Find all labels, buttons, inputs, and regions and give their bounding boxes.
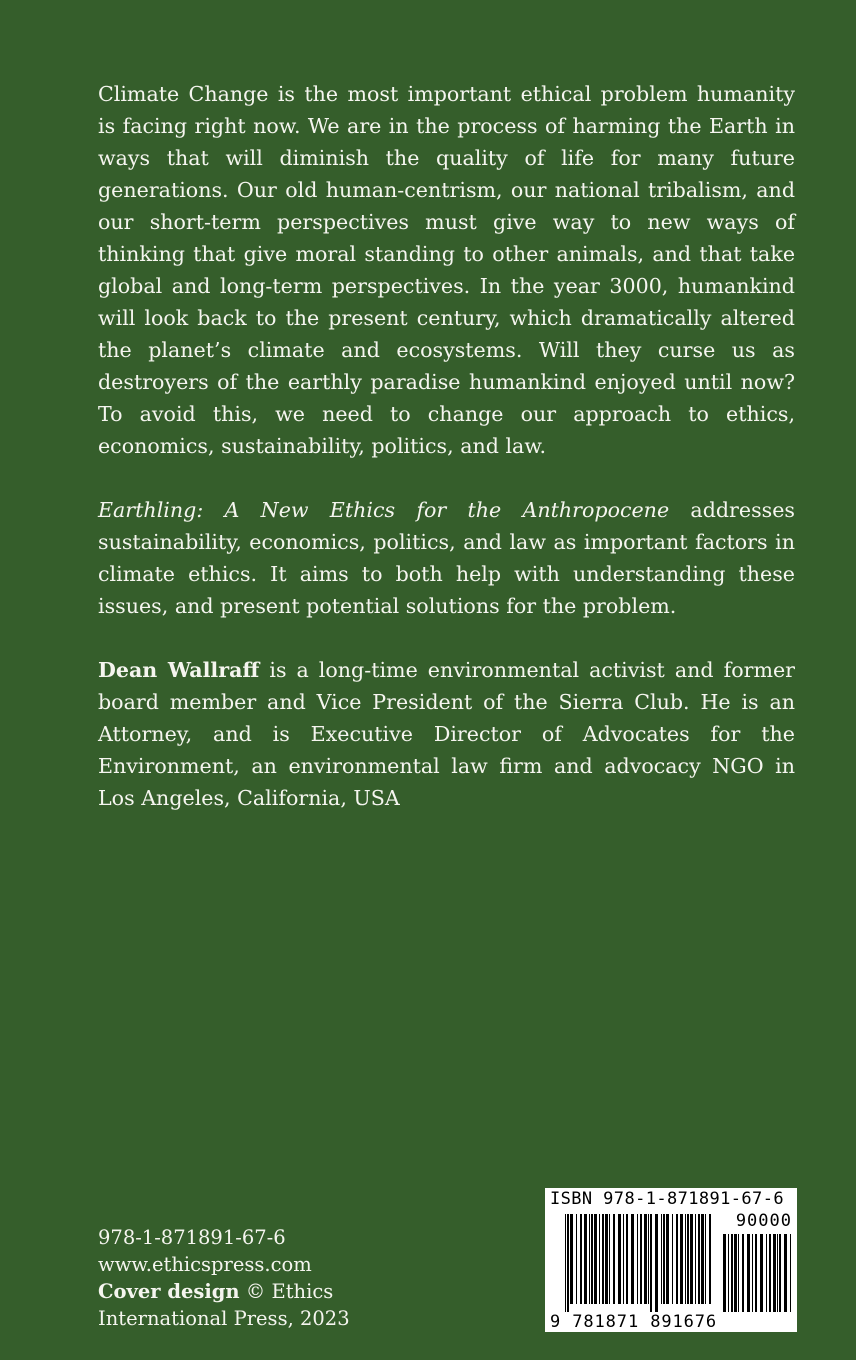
barcode-bar <box>570 1214 573 1304</box>
barcode-bar <box>661 1214 662 1304</box>
book-description: addresses sustainability, economics, politics, and law as important factors in climate ethics. It aims to both help with understanding these issues, and present potential solutions for the problem. <box>98 498 795 618</box>
barcode-bar <box>567 1214 569 1312</box>
barcode-bar <box>618 1214 621 1304</box>
barcode-bar <box>701 1214 704 1304</box>
barcode-bar <box>779 1234 781 1312</box>
barcode-bar <box>609 1214 610 1304</box>
barcode-bar <box>594 1214 597 1304</box>
imprint-block <box>98 1224 350 1332</box>
imprint-website: www.ethicspress.com <box>98 1253 312 1276</box>
barcode-bar <box>655 1214 658 1312</box>
barcode-bar <box>784 1234 787 1312</box>
blurb-paragraph-climate: Climate Change is the most important ethical problem humanity is facing right now. We are in the process of harming the Earth in ways that will diminish the quality of life for many future generations. Our old human-centrism, our national tribalism, and our short-term perspectives must give way to new ways of thinking that give moral standing to other animals, and that take global and long-term perspectives. In the year 3000, humankind will look back to the present century, which dramatically altered the planet’s climate and ecosystems. Will they curse us as destroyers of the earthly paradise humankind enjoyed until now? To avoid this, we need to change our approach to ethics, economics, sustainability, politics, and law. <box>98 82 795 458</box>
blurb-paragraph-book <box>98 494 795 622</box>
barcode-ean-digits: 9 781871 891676 <box>550 1312 718 1332</box>
isbn-barcode <box>545 1188 797 1332</box>
barcode-bar <box>613 1214 615 1304</box>
barcode-bar <box>760 1234 763 1312</box>
imprint-isbn: 978-1-871891-67-6 <box>98 1226 286 1249</box>
blurb-paragraph-author <box>98 654 795 814</box>
barcode-price-code: 90000 <box>735 1211 792 1231</box>
barcode-bar <box>709 1214 711 1304</box>
barcode-bar <box>752 1234 753 1312</box>
barcode-bar <box>591 1214 593 1304</box>
barcode-bar <box>747 1234 750 1312</box>
back-cover-blurb <box>98 78 795 814</box>
barcode-bar <box>723 1234 726 1312</box>
barcode-bar <box>623 1214 624 1304</box>
author-name: Dean Wallraff <box>98 658 260 682</box>
barcode-bar <box>676 1214 678 1304</box>
barcode-bar <box>584 1214 587 1304</box>
barcode-bar <box>565 1214 566 1312</box>
book-title: Earthling: A New Ethics for the Anthropocene <box>98 498 670 522</box>
barcode-bar <box>602 1214 604 1304</box>
barcode-bar <box>637 1214 638 1304</box>
barcode-bar <box>605 1214 608 1304</box>
barcode-bar <box>698 1214 700 1304</box>
barcode-bar <box>648 1214 649 1304</box>
barcode-bar <box>685 1214 686 1304</box>
barcode-bar <box>666 1214 669 1304</box>
barcode-bar <box>631 1214 634 1304</box>
barcode-bar <box>773 1234 776 1312</box>
barcode-bar <box>734 1234 737 1312</box>
cover-design-label: Cover design <box>98 1280 240 1303</box>
barcode-bar <box>580 1214 582 1304</box>
barcode-bar <box>589 1214 590 1304</box>
barcode-bar <box>640 1214 642 1304</box>
barcode-isbn-text: ISBN 978-1-871891-67-6 <box>550 1189 784 1209</box>
barcode-bar <box>644 1214 647 1304</box>
imprint-publisher: International Press, 2023 <box>98 1307 350 1330</box>
barcode-bar <box>777 1234 778 1312</box>
barcode-bar <box>687 1214 689 1304</box>
barcode-bar <box>576 1214 577 1304</box>
barcode-bar <box>650 1214 652 1312</box>
barcode-bar <box>626 1214 628 1304</box>
barcode-bar <box>738 1234 739 1312</box>
barcode-bar <box>742 1234 744 1312</box>
barcode-bar <box>755 1234 757 1312</box>
barcode-bar <box>766 1234 767 1312</box>
barcode-bar <box>731 1234 733 1312</box>
barcode-bar <box>680 1214 683 1304</box>
barcode-bar <box>695 1214 696 1304</box>
cover-design-credit: © Ethics <box>239 1280 334 1303</box>
barcode-bar <box>790 1234 791 1312</box>
barcode-bar <box>663 1214 665 1304</box>
barcode-bar <box>769 1234 771 1312</box>
barcode-bar <box>599 1214 600 1304</box>
barcode-bar <box>705 1214 706 1304</box>
imprint-cover-credit <box>98 1278 350 1305</box>
barcode-bar <box>690 1214 693 1304</box>
author-bio: is a long-time environmental activist and former board member and Vice President of the Sierra Club. He is an Attorney, and is Executive Director of Advocates for the Environment, an environmental law firm and advocacy NGO in Los Angeles, California, USA <box>98 658 796 810</box>
barcode-bars-icon <box>545 1188 797 1332</box>
barcode-bar <box>672 1214 673 1304</box>
barcode-bar <box>728 1234 729 1312</box>
